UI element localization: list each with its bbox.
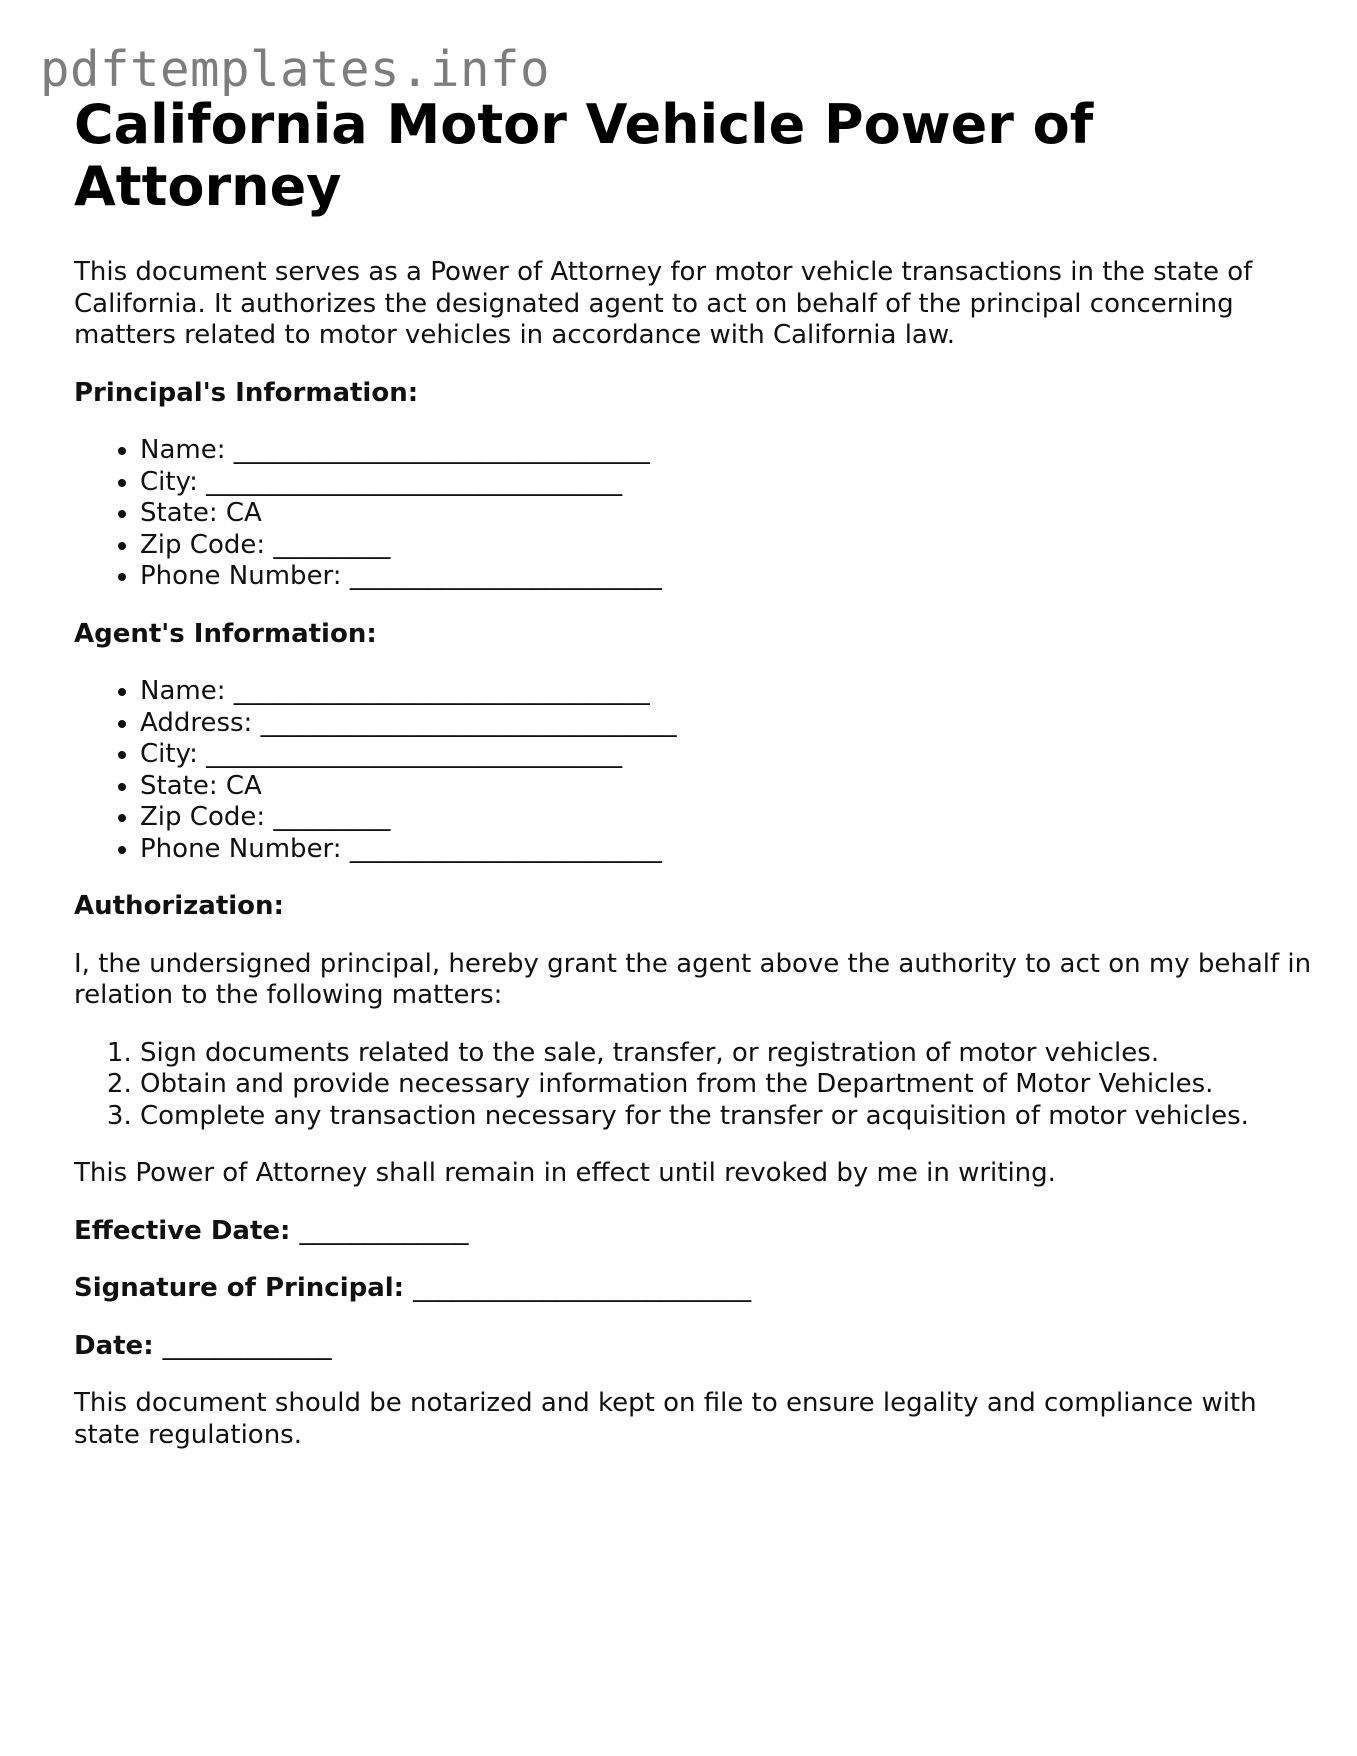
signature-field: Signature of Principal: __________________________ [74, 1273, 752, 1303]
document-title: California Motor Vehicle Power of Attorney [74, 93, 1094, 218]
date-field: Date: _____________ [74, 1330, 332, 1361]
principal-name-field: • Name: ________________________________ [140, 435, 1314, 467]
effective-date-blank: _____________ [299, 1215, 469, 1246]
agent-zip-field: • Zip Code: _________ [140, 802, 1314, 834]
agent-fields-list [74, 676, 1314, 865]
principal-heading: Principal's Information: [74, 377, 419, 408]
watermark-text: pdftemplates.info [40, 41, 551, 98]
principal-name-blank: ________________________________ [233, 435, 650, 465]
principal-city-field: • City: ________________________________ [140, 467, 1314, 499]
authorization-list [74, 1038, 1314, 1133]
agent-city-blank: ________________________________ [206, 739, 623, 769]
date-blank: _____________ [162, 1330, 332, 1361]
document-body [74, 94, 1314, 1451]
authorization-item: 1. Sign documents related to the sale, transfer, or registration of motor vehicles. [140, 1038, 1314, 1070]
principal-state-field: • State: CA [140, 498, 1314, 530]
principal-zip-field: • Zip Code: _________ [140, 530, 1314, 562]
principal-city-blank: ________________________________ [206, 466, 623, 497]
principal-fields-list [74, 435, 1314, 593]
agent-name-field: • Name: ________________________________ [140, 676, 1314, 708]
agent-address-field: • Address: ________________________________ [140, 708, 1314, 740]
intro-paragraph: This document serves as a Power of Attorney for motor vehicle transactions in the state of California. It authorizes the designated agent to act on behalf of the principal concerning matters related to motor vehicles in accordance with California law. [74, 257, 1253, 350]
closing-paragraph: This document should be notarized and kept on file to ensure legality and compliance with state regulations. [74, 1388, 1257, 1450]
agent-address-blank: ________________________________ [260, 707, 677, 738]
agent-city-field: • City: ________________________________ [140, 739, 1314, 771]
authorization-heading: Authorization: [74, 891, 284, 921]
agent-phone-field: • Phone Number: ________________________ [140, 834, 1314, 866]
agent-zip-blank: _________ [273, 802, 391, 832]
principal-phone-blank: ________________________ [349, 561, 662, 591]
effective-date-field: Effective Date: _____________ [74, 1215, 469, 1246]
signature-blank: __________________________ [413, 1273, 752, 1303]
agent-state-field: • State: CA [140, 771, 1314, 803]
agent-phone-blank: ________________________ [349, 833, 662, 864]
agent-name-blank: ________________________________ [233, 676, 650, 706]
agent-heading: Agent's Information: [74, 618, 377, 649]
authorization-text: I, the undersigned principal, hereby grant the agent above the authority to act on my behalf in relation to the following matters: [74, 948, 1312, 1010]
remain-in-effect-text: This Power of Attorney shall remain in effect until revoked by me in writing. [74, 1158, 1056, 1188]
authorization-item: 3. Complete any transaction necessary for the transfer or acquisition of motor vehicles. [140, 1101, 1314, 1133]
principal-phone-field: • Phone Number: ________________________ [140, 561, 1314, 593]
principal-zip-blank: _________ [273, 529, 391, 560]
authorization-item: 2. Obtain and provide necessary information from the Department of Motor Vehicles. [140, 1069, 1314, 1101]
